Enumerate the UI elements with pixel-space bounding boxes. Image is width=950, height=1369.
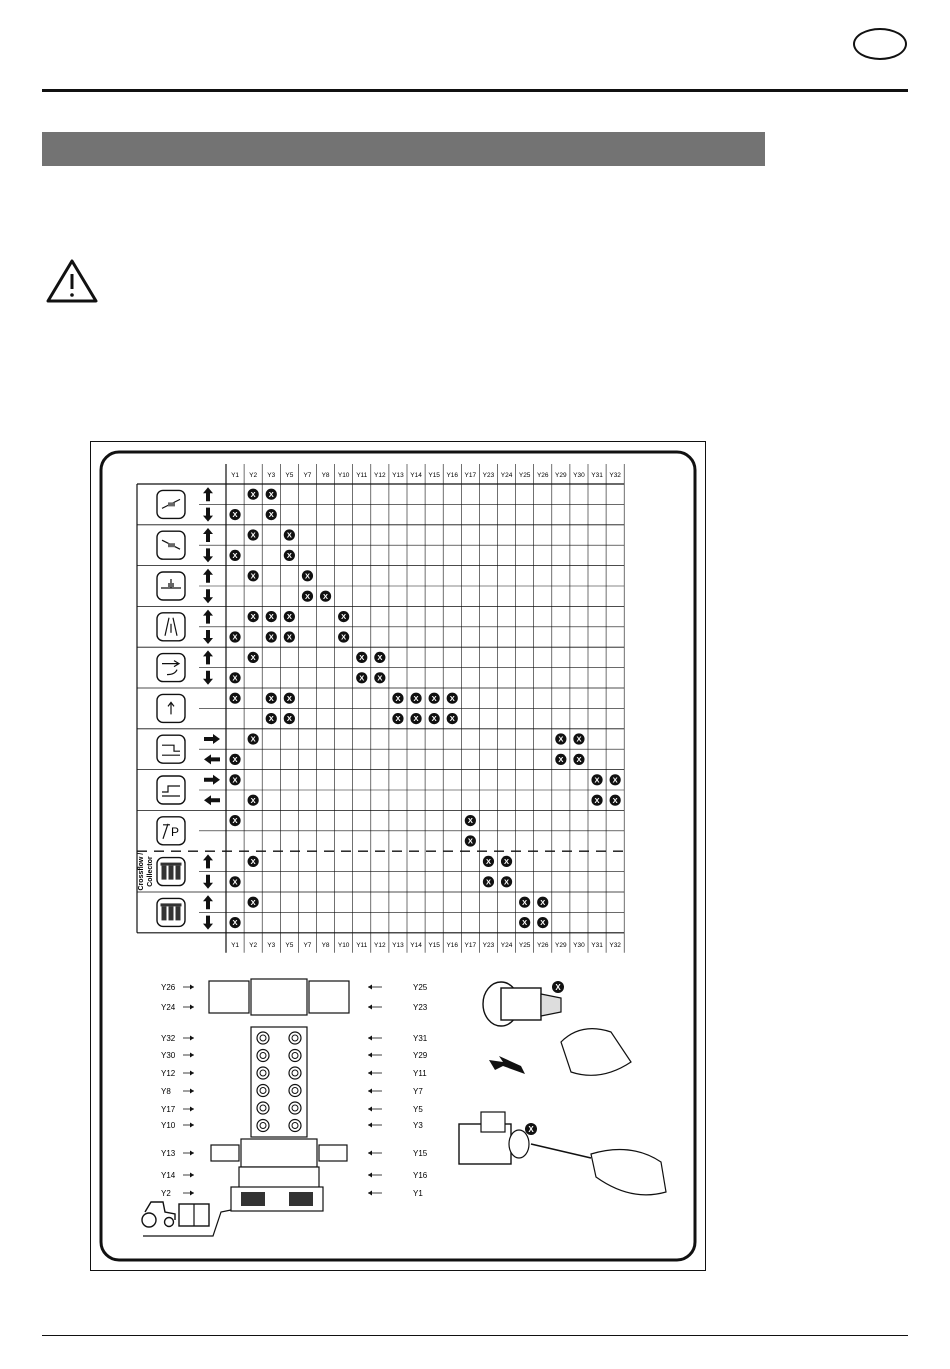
valve-mark-y5 xyxy=(284,693,295,704)
valve-mark-label: X xyxy=(286,714,292,724)
valve-mark-label: X xyxy=(341,612,347,622)
valve-mark-label: X xyxy=(250,897,256,907)
base-valve-left xyxy=(241,1192,265,1206)
crossflow-label-line2: Collector xyxy=(147,856,154,887)
column-header-y26: Y26 xyxy=(536,472,549,479)
valve-coil xyxy=(289,1032,301,1044)
valve-mark-y2 xyxy=(248,856,259,867)
valve-mark-y13 xyxy=(392,693,403,704)
column-header-y2: Y2 xyxy=(249,472,258,479)
valve-mark-y10 xyxy=(338,611,349,622)
valve-mark-y1 xyxy=(229,550,240,561)
column-header-y16: Y16 xyxy=(446,472,459,479)
valve-mark-label: X xyxy=(359,673,365,683)
valve-mark-label: X xyxy=(250,612,256,622)
column-footer-y10: Y10 xyxy=(337,941,350,949)
valve-label-y2: Y2 xyxy=(161,1189,171,1198)
valve-label-y23: Y23 xyxy=(413,1003,428,1012)
column-header-y17: Y17 xyxy=(464,472,477,479)
column-header-y10: Y10 xyxy=(337,472,350,479)
valve-mark-label: X xyxy=(232,551,238,560)
valve-mark-label: X xyxy=(558,755,564,764)
valve-mark-y25 xyxy=(519,897,530,908)
valve-label-y32: Y32 xyxy=(161,1034,176,1043)
valve-mark-label: X xyxy=(485,877,491,887)
valve-label-y31: Y31 xyxy=(413,1034,428,1043)
valve-mark-y1 xyxy=(229,754,240,765)
column-footer-y23: Y23 xyxy=(482,941,495,949)
valve-mark-label: X xyxy=(286,632,292,642)
boom-fold-right-icon-frame xyxy=(157,735,185,763)
language-badge xyxy=(853,28,907,60)
valve-mark-label: X xyxy=(323,591,329,601)
valve-mark-y1 xyxy=(229,815,240,826)
valve-label-y24: Y24 xyxy=(161,1003,176,1012)
valve-mark-label: X xyxy=(268,489,274,499)
valve-mark-y5 xyxy=(284,550,295,561)
valve-mark-y2 xyxy=(248,489,259,500)
valve-mark-label: X xyxy=(268,714,274,724)
column-header-y23: Y23 xyxy=(482,472,495,479)
valve-mark-label: X xyxy=(504,877,510,887)
valve-mark-label: X xyxy=(286,530,292,540)
parking-position-icon xyxy=(157,817,185,845)
valve-mark-y8 xyxy=(320,591,331,602)
boom-swing-icon-frame xyxy=(157,654,185,682)
x-marker xyxy=(552,981,564,993)
lift-valve-block xyxy=(241,1139,317,1167)
valve-label-y16: Y16 xyxy=(413,1171,428,1180)
column-footer-y25: Y25 xyxy=(518,941,531,949)
valve-mark-label: X xyxy=(268,612,274,622)
column-header-y14: Y14 xyxy=(410,472,422,479)
column-footer-y1: Y1 xyxy=(231,941,240,949)
valve-mark-label: X xyxy=(286,612,292,622)
valve-mark-y3 xyxy=(266,693,277,704)
valve-mark-label: X xyxy=(431,714,437,724)
valve-mark-label: X xyxy=(540,918,546,928)
valve-mark-y3 xyxy=(266,631,277,642)
valve-mark-y16 xyxy=(447,693,458,704)
valve-mark-label: X xyxy=(449,714,455,724)
column-header-y15: Y15 xyxy=(428,472,440,479)
valve-mark-label: X xyxy=(232,673,238,683)
column-header-y13: Y13 xyxy=(392,472,404,479)
valve-mark-y30 xyxy=(573,733,584,744)
column-header-y8: Y8 xyxy=(321,472,330,479)
valve-mark-y1 xyxy=(229,917,240,928)
valve-mark-label: X xyxy=(576,755,582,764)
valve-mark-label: X xyxy=(467,816,473,826)
boom-fold-left-icon xyxy=(157,776,185,804)
valve-mark-y17 xyxy=(465,815,476,826)
valve-mark-y7 xyxy=(302,591,313,602)
valve-mark-label: X xyxy=(250,795,256,805)
valve-mark-y15 xyxy=(429,713,440,724)
valve-mark-label: X xyxy=(250,857,256,866)
valve-mark-y17 xyxy=(465,835,476,846)
boom-height-icon xyxy=(157,572,185,600)
valve-label-y8: Y8 xyxy=(161,1087,171,1096)
valve-mark-label: X xyxy=(522,897,528,907)
valve-mark-y32 xyxy=(610,774,621,785)
svg-text:X: X xyxy=(555,983,561,992)
valve-mark-y13 xyxy=(392,713,403,724)
valve-mark-label: X xyxy=(286,693,292,703)
crossflow-valve-right xyxy=(309,981,349,1013)
valve-mark-y2 xyxy=(248,733,259,744)
column-header-y31: Y31 xyxy=(591,472,603,479)
lift-valve-right xyxy=(319,1145,347,1161)
column-footer-y5: Y5 xyxy=(285,941,294,949)
valve-label-y30: Y30 xyxy=(161,1051,176,1060)
valve-mark-label: X xyxy=(395,714,401,724)
valve-mark-label: X xyxy=(250,530,256,540)
column-footer-y32: Y32 xyxy=(609,941,621,949)
boom-fold-right-icon xyxy=(157,735,185,763)
valve-mark-y5 xyxy=(284,611,295,622)
valve-mark-y12 xyxy=(374,672,385,683)
valve-mark-y10 xyxy=(338,631,349,642)
boom-fold-left-icon-frame xyxy=(157,776,185,804)
column-header-y24: Y24 xyxy=(500,472,513,479)
crossflow-block xyxy=(251,979,307,1015)
valve-coil xyxy=(257,1032,269,1044)
valve-mark-label: X xyxy=(612,775,618,785)
valve-label-y25: Y25 xyxy=(413,983,428,992)
valve-mark-label: X xyxy=(304,571,310,581)
valve-mark-y3 xyxy=(266,489,277,500)
valve-mark-y2 xyxy=(248,652,259,663)
column-footer-y31: Y31 xyxy=(591,941,603,949)
valve-mark-label: X xyxy=(232,632,238,642)
valve-mark-label: X xyxy=(286,551,292,560)
valve-mark-label: X xyxy=(232,775,238,785)
valve-mark-label: X xyxy=(504,857,510,866)
valve-mark-label: X xyxy=(268,510,274,520)
column-header-y3: Y3 xyxy=(267,472,276,479)
valve-mark-label: X xyxy=(431,693,437,703)
valve-coil xyxy=(257,1120,269,1132)
column-footer-y16: Y16 xyxy=(446,941,459,949)
footer-rule xyxy=(42,1335,908,1336)
valve-mark-label: X xyxy=(232,816,238,826)
valve-coil xyxy=(289,1120,301,1132)
column-footer-y29: Y29 xyxy=(555,941,567,949)
valve-mark-label: X xyxy=(377,673,383,683)
valve-mark-label: X xyxy=(250,489,256,499)
valve-mark-label: X xyxy=(594,775,600,785)
valve-mark-y32 xyxy=(610,795,621,806)
valve-mark-y1 xyxy=(229,876,240,887)
header-rule xyxy=(42,89,908,92)
valve-mark-label: X xyxy=(576,734,582,744)
valve-mark-label: X xyxy=(341,632,347,642)
valve-mark-label: X xyxy=(522,918,528,928)
valve-coil xyxy=(257,1067,269,1079)
parking-p-glyph: P xyxy=(170,824,180,839)
valve-mark-y26 xyxy=(537,897,548,908)
valve-coil xyxy=(289,1050,301,1062)
valve-mark-y2 xyxy=(248,611,259,622)
valve-mark-y7 xyxy=(302,570,313,581)
valve-mark-label: X xyxy=(413,693,419,703)
column-footer-y11: Y11 xyxy=(356,941,368,949)
lift-valve-left xyxy=(211,1145,239,1161)
x-marker xyxy=(525,1123,537,1135)
valve-coil xyxy=(289,1085,301,1097)
valve-mark-y16 xyxy=(447,713,458,724)
valve-mark-label: X xyxy=(250,653,256,662)
valve-operation-figure xyxy=(90,441,706,1271)
valve-mark-y1 xyxy=(229,509,240,520)
valve-mark-label: X xyxy=(250,571,256,581)
valve-label-y3: Y3 xyxy=(413,1121,423,1130)
valve-mark-y1 xyxy=(229,631,240,642)
valve-mark-label: X xyxy=(449,693,455,703)
valve-mark-y3 xyxy=(266,611,277,622)
column-footer-y15: Y15 xyxy=(428,941,440,949)
valve-mark-y3 xyxy=(266,713,277,724)
boom-swing-icon xyxy=(157,654,185,682)
valve-mark-label: X xyxy=(268,632,274,642)
crossflow-valve-b-icon xyxy=(157,898,185,926)
valve-mark-y2 xyxy=(248,570,259,581)
valve-mark-label: X xyxy=(485,857,491,866)
column-footer-y26: Y26 xyxy=(536,941,549,949)
column-footer-y7: Y7 xyxy=(303,941,312,949)
valve-mark-y24 xyxy=(501,856,512,867)
base-valve-right xyxy=(289,1192,313,1206)
valve-mark-y14 xyxy=(410,693,421,704)
valve-mark-y29 xyxy=(555,733,566,744)
valve-mark-label: X xyxy=(377,653,383,662)
track-width-icon xyxy=(157,613,185,641)
valve-coil xyxy=(289,1067,301,1079)
valve-coil xyxy=(289,1102,301,1114)
lower-valve-block xyxy=(239,1167,319,1189)
valve-label-y26: Y26 xyxy=(161,983,176,992)
valve-label-y11: Y11 xyxy=(413,1069,427,1078)
valve-label-y15: Y15 xyxy=(413,1149,428,1158)
column-footer-y3: Y3 xyxy=(267,941,276,949)
valve-mark-y1 xyxy=(229,693,240,704)
valve-coil xyxy=(257,1102,269,1114)
valve-label-y29: Y29 xyxy=(413,1051,428,1060)
valve-mark-y23 xyxy=(483,876,494,887)
valve-mark-y15 xyxy=(429,693,440,704)
valve-mark-y31 xyxy=(591,795,602,806)
crossflow-valve-a-icon xyxy=(157,858,185,886)
valve-label-y1: Y1 xyxy=(413,1189,423,1198)
column-header-y32: Y32 xyxy=(609,472,621,479)
valve-mark-label: X xyxy=(540,897,546,907)
valve-mark-y11 xyxy=(356,672,367,683)
valve-mark-label: X xyxy=(359,653,365,662)
valve-label-y5: Y5 xyxy=(413,1105,423,1114)
valve-mark-label: X xyxy=(232,877,238,887)
warning-triangle-icon xyxy=(45,258,99,304)
valve-mark-y1 xyxy=(229,774,240,785)
boom-lift-icon xyxy=(157,694,185,722)
valve-label-y13: Y13 xyxy=(161,1149,176,1158)
column-footer-y17: Y17 xyxy=(464,941,477,949)
valve-mark-y14 xyxy=(410,713,421,724)
valve-mark-label: X xyxy=(467,836,473,846)
valve-mark-label: X xyxy=(395,693,401,703)
valve-coil xyxy=(257,1085,269,1097)
column-header-y7: Y7 xyxy=(303,472,312,479)
column-footer-y13: Y13 xyxy=(392,941,404,949)
valve-mark-label: X xyxy=(268,693,274,703)
valve-mark-y11 xyxy=(356,652,367,663)
column-header-y1: Y1 xyxy=(231,472,240,479)
column-footer-y2: Y2 xyxy=(249,941,258,949)
valve-mark-label: X xyxy=(558,734,564,744)
valve-mark-y24 xyxy=(501,876,512,887)
valve-mark-y25 xyxy=(519,917,530,928)
column-header-y12: Y12 xyxy=(374,472,386,479)
valve-mark-y3 xyxy=(266,509,277,520)
valve-label-y10: Y10 xyxy=(161,1121,176,1130)
valve-mark-label: X xyxy=(232,693,238,703)
valve-mark-y23 xyxy=(483,856,494,867)
boom-tilt-left-icon xyxy=(157,490,185,518)
column-header-y25: Y25 xyxy=(518,472,531,479)
crossflow-label-line1: Crossflow / xyxy=(138,852,145,891)
valve-coil xyxy=(257,1050,269,1062)
valve-label-y14: Y14 xyxy=(161,1171,176,1180)
valve-mark-y2 xyxy=(248,897,259,908)
valve-mark-label: X xyxy=(232,918,238,928)
column-header-y29: Y29 xyxy=(555,472,567,479)
valve-mark-label: X xyxy=(304,591,310,601)
column-footer-y14: Y14 xyxy=(410,941,422,949)
valve-mark-label: X xyxy=(594,795,600,805)
valve-label-y7: Y7 xyxy=(413,1087,423,1096)
valve-mark-label: X xyxy=(232,510,238,520)
valve-mark-y31 xyxy=(591,774,602,785)
valve-mark-y5 xyxy=(284,631,295,642)
valve-label-y17: Y17 xyxy=(161,1105,176,1114)
svg-text:X: X xyxy=(528,1125,534,1134)
valve-mark-label: X xyxy=(232,755,238,764)
column-header-y5: Y5 xyxy=(285,472,294,479)
column-header-y30: Y30 xyxy=(573,472,585,479)
valve-mark-y30 xyxy=(573,754,584,765)
valve-mark-label: X xyxy=(250,734,256,744)
valve-mark-label: X xyxy=(612,795,618,805)
valve-mark-y2 xyxy=(248,795,259,806)
valve-mark-y5 xyxy=(284,529,295,540)
column-footer-y12: Y12 xyxy=(374,941,386,949)
column-footer-y8: Y8 xyxy=(321,941,330,949)
boom-tilt-right-icon xyxy=(157,531,185,559)
section-heading-bar xyxy=(42,132,765,166)
crossflow-valve-left xyxy=(209,981,249,1013)
valve-mark-y26 xyxy=(537,917,548,928)
valve-mark-y12 xyxy=(374,652,385,663)
valve-mark-y29 xyxy=(555,754,566,765)
valve-mark-y2 xyxy=(248,529,259,540)
column-footer-y30: Y30 xyxy=(573,941,585,949)
column-header-y11: Y11 xyxy=(356,472,368,479)
valve-label-y12: Y12 xyxy=(161,1069,176,1078)
valve-mark-label: X xyxy=(413,714,419,724)
column-footer-y24: Y24 xyxy=(500,941,513,949)
valve-mark-y5 xyxy=(284,713,295,724)
valve-mark-y1 xyxy=(229,672,240,683)
